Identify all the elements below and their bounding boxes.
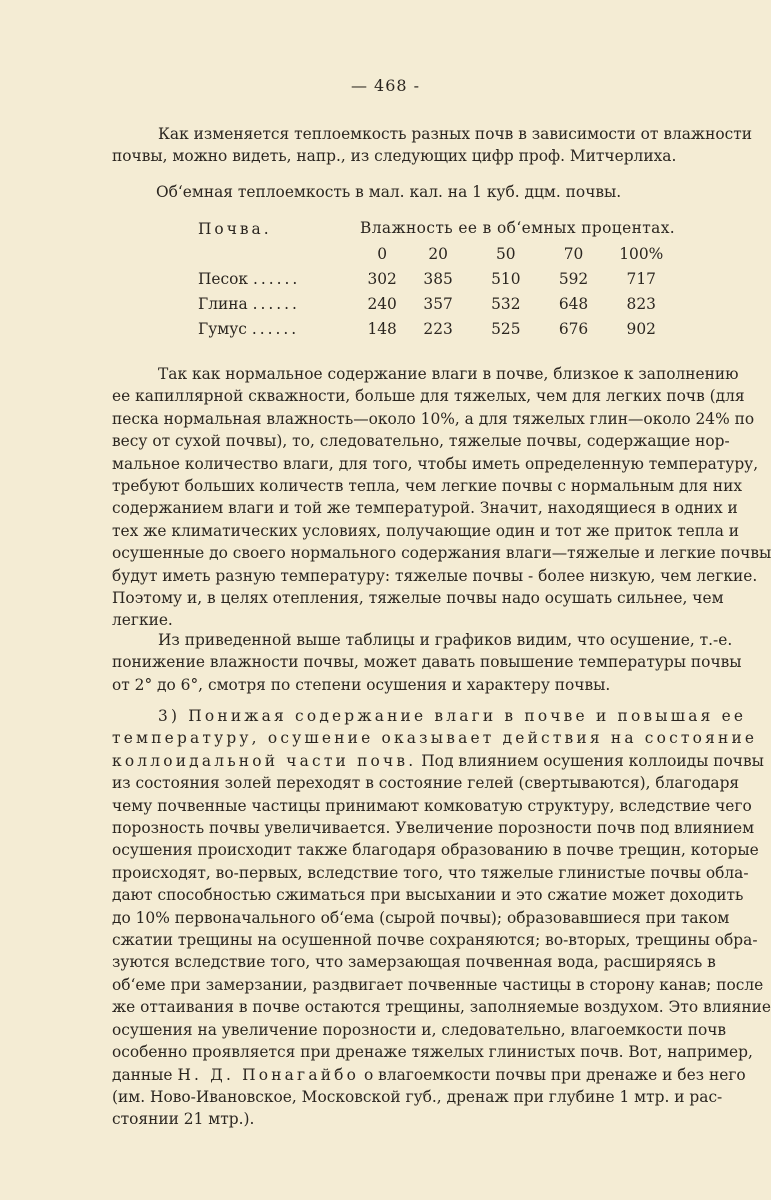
leader-dots: ...... <box>252 294 300 313</box>
intro-paragraph <box>112 123 753 168</box>
text-line: мальное количество влаги, для того, чтобы иметь определенную температуру, <box>112 454 759 473</box>
text-line: почвы, можно видеть, напр., из следующих цифр проф. Митчерлиха. <box>112 147 677 166</box>
text-fragment: о влагоемкости почвы при дренаже и без него <box>364 1065 746 1084</box>
text-line: Поэтому и, в целях отепления, тяжелые почвы надо осушать сильнее, чем <box>112 589 724 608</box>
table-row <box>198 291 675 316</box>
text-line: песка нормальная влажность—около 10%, а для тяжелых глин—около 24% по <box>112 409 755 428</box>
table-cell: 148 <box>367 319 397 338</box>
column-header: 70 <box>563 244 584 263</box>
paragraph-2 <box>112 363 771 632</box>
table-header-row <box>198 214 675 241</box>
table-cell: 510 <box>491 269 521 288</box>
text-line: тех же климатических условиях, получающие один и тот же приток тепла и <box>112 521 740 540</box>
author-name: Н. Д. Понагайбо <box>177 1065 360 1084</box>
text-fragment: Под влиянием осушения коллоиды почвы <box>421 751 764 770</box>
table-cell: 240 <box>367 294 397 313</box>
text-line: же оттаивания в почве остаются трещины, заполняемые воздухом. Это влияние <box>112 998 771 1017</box>
table-cell: 357 <box>423 294 453 313</box>
text-line <box>112 1064 746 1086</box>
soil-name: Глина <box>198 294 248 313</box>
text-line: Так как нормальное содержание влаги в почве, близкое к заполнению <box>158 365 739 383</box>
text-line: из состояния золей переходят в состояние гелей (свертываются), благодаря <box>112 774 740 793</box>
table-caption: Об‘емная теплоемкость в мал. кал. на 1 куб. дцм. почвы. <box>156 183 622 201</box>
table-cell: 525 <box>491 319 521 338</box>
text-line <box>112 750 764 772</box>
header-humidity: Влажность ее в об‘емных процентах. <box>360 218 676 237</box>
text-line: особенно проявляется при дренаже тяжелых глинистых почв. Вот, например, <box>112 1043 753 1062</box>
text-line: от 2° до 6°, смотря по степени осушения и характеру почвы. <box>112 675 611 694</box>
section-heading-line: 3) Понижая содержание влаги в почве и повышая ее <box>158 707 747 725</box>
text-line: легкие. <box>112 611 173 630</box>
text-line: зуются вследствие того, что замерзающая почвенная вода, расширяясь в <box>112 953 716 972</box>
text-line: Из приведенной выше таблицы и графиков видим, что осушение, т.-е. <box>158 631 733 649</box>
table-cell: 648 <box>558 294 589 313</box>
table-cell: 223 <box>423 319 453 338</box>
text-line: ее капиллярной скважности, больше для тяжелых, чем для легких почв (для <box>112 387 745 406</box>
text-line: понижение влажности почвы, может давать повышение температуры почвы <box>112 653 742 672</box>
header-soil: Почва. <box>198 219 272 238</box>
text-line: содержанием влаги и той же температурой. Значит, находящиеся в одних и <box>112 499 738 518</box>
table-row <box>198 266 675 291</box>
leader-dots: ...... <box>251 319 300 338</box>
heat-capacity-table <box>198 214 675 341</box>
text-line: происходят, во-первых, вследствие того, что тяжелые глинистые почвы обла- <box>112 863 749 882</box>
column-header: 50 <box>496 244 516 263</box>
table-cell: 902 <box>626 319 656 338</box>
text-line: осушенные до своего нормального содержания влаги—тяжелые и легкие почвы <box>112 544 771 563</box>
table-row <box>198 316 675 341</box>
column-header: 20 <box>428 244 448 263</box>
leader-dots: ...... <box>252 269 301 288</box>
text-line: до 10% первоначального об‘ема (сырой почвы); образовавшиеся при таком <box>112 908 730 927</box>
section-heading-line: температуру, осушение оказывает действия на состояние <box>112 729 758 748</box>
page-number: — 468 - <box>350 76 421 95</box>
table-cell: 676 <box>558 319 589 338</box>
table-cell: 532 <box>491 294 521 313</box>
text-line: (им. Ново-Ивановское, Московской губ., дренаж при глубине 1 мтр. и рас- <box>112 1087 723 1106</box>
column-header: 0 <box>377 244 388 263</box>
text-line: требуют больших количеств тепла, чем легкие почвы с нормальным для них <box>112 477 743 496</box>
soil-name: Гумус <box>198 319 247 338</box>
text-line: сжатии трещины на осушенной почве сохраняются; во-вторых, трещины обра- <box>112 931 758 950</box>
text-line: осушения происходит также благодаря образованию в почве трещин, которые <box>112 841 759 860</box>
soil-name: Песок <box>198 269 249 288</box>
text-line: весу от сухой почвы), то, следовательно, тяжелые почвы, содержащие нор- <box>112 432 730 451</box>
text-fragment: данные <box>112 1065 173 1084</box>
table-cell: 592 <box>558 269 589 288</box>
paragraph-4 <box>112 705 771 1131</box>
text-line: дают способностью сжиматься при высыхании и это сжатие может доходить <box>112 886 744 905</box>
text-line: порозность почвы увеличивается. Увеличение порозности почв под влиянием <box>112 819 755 838</box>
text-line: Как изменяется теплоемкость разных почв в зависимости от влажности <box>158 125 753 143</box>
table-cell: 302 <box>367 269 397 288</box>
paragraph-3 <box>112 629 742 696</box>
table-columns-row <box>198 241 675 266</box>
column-header: 100% <box>619 244 664 263</box>
table-cell: 717 <box>626 269 656 288</box>
text-line: об‘еме при замерзании, раздвигает почвенные частицы в сторону канав; после <box>112 975 764 994</box>
text-line: осушения на увеличение порозности и, следовательно, влагоемкости почв <box>112 1020 727 1039</box>
table-cell: 823 <box>626 294 656 313</box>
table-cell: 385 <box>423 269 453 288</box>
section-heading-line: коллоидальной части почв. <box>112 751 417 770</box>
text-line: чему почвенные частицы принимают комковатую структуру, вследствие чего <box>112 796 752 815</box>
text-line: стоянии 21 мтр.). <box>112 1110 255 1129</box>
text-line: будут иметь разную температуру: тяжелые почвы - более низкую, чем легкие. <box>112 566 758 585</box>
